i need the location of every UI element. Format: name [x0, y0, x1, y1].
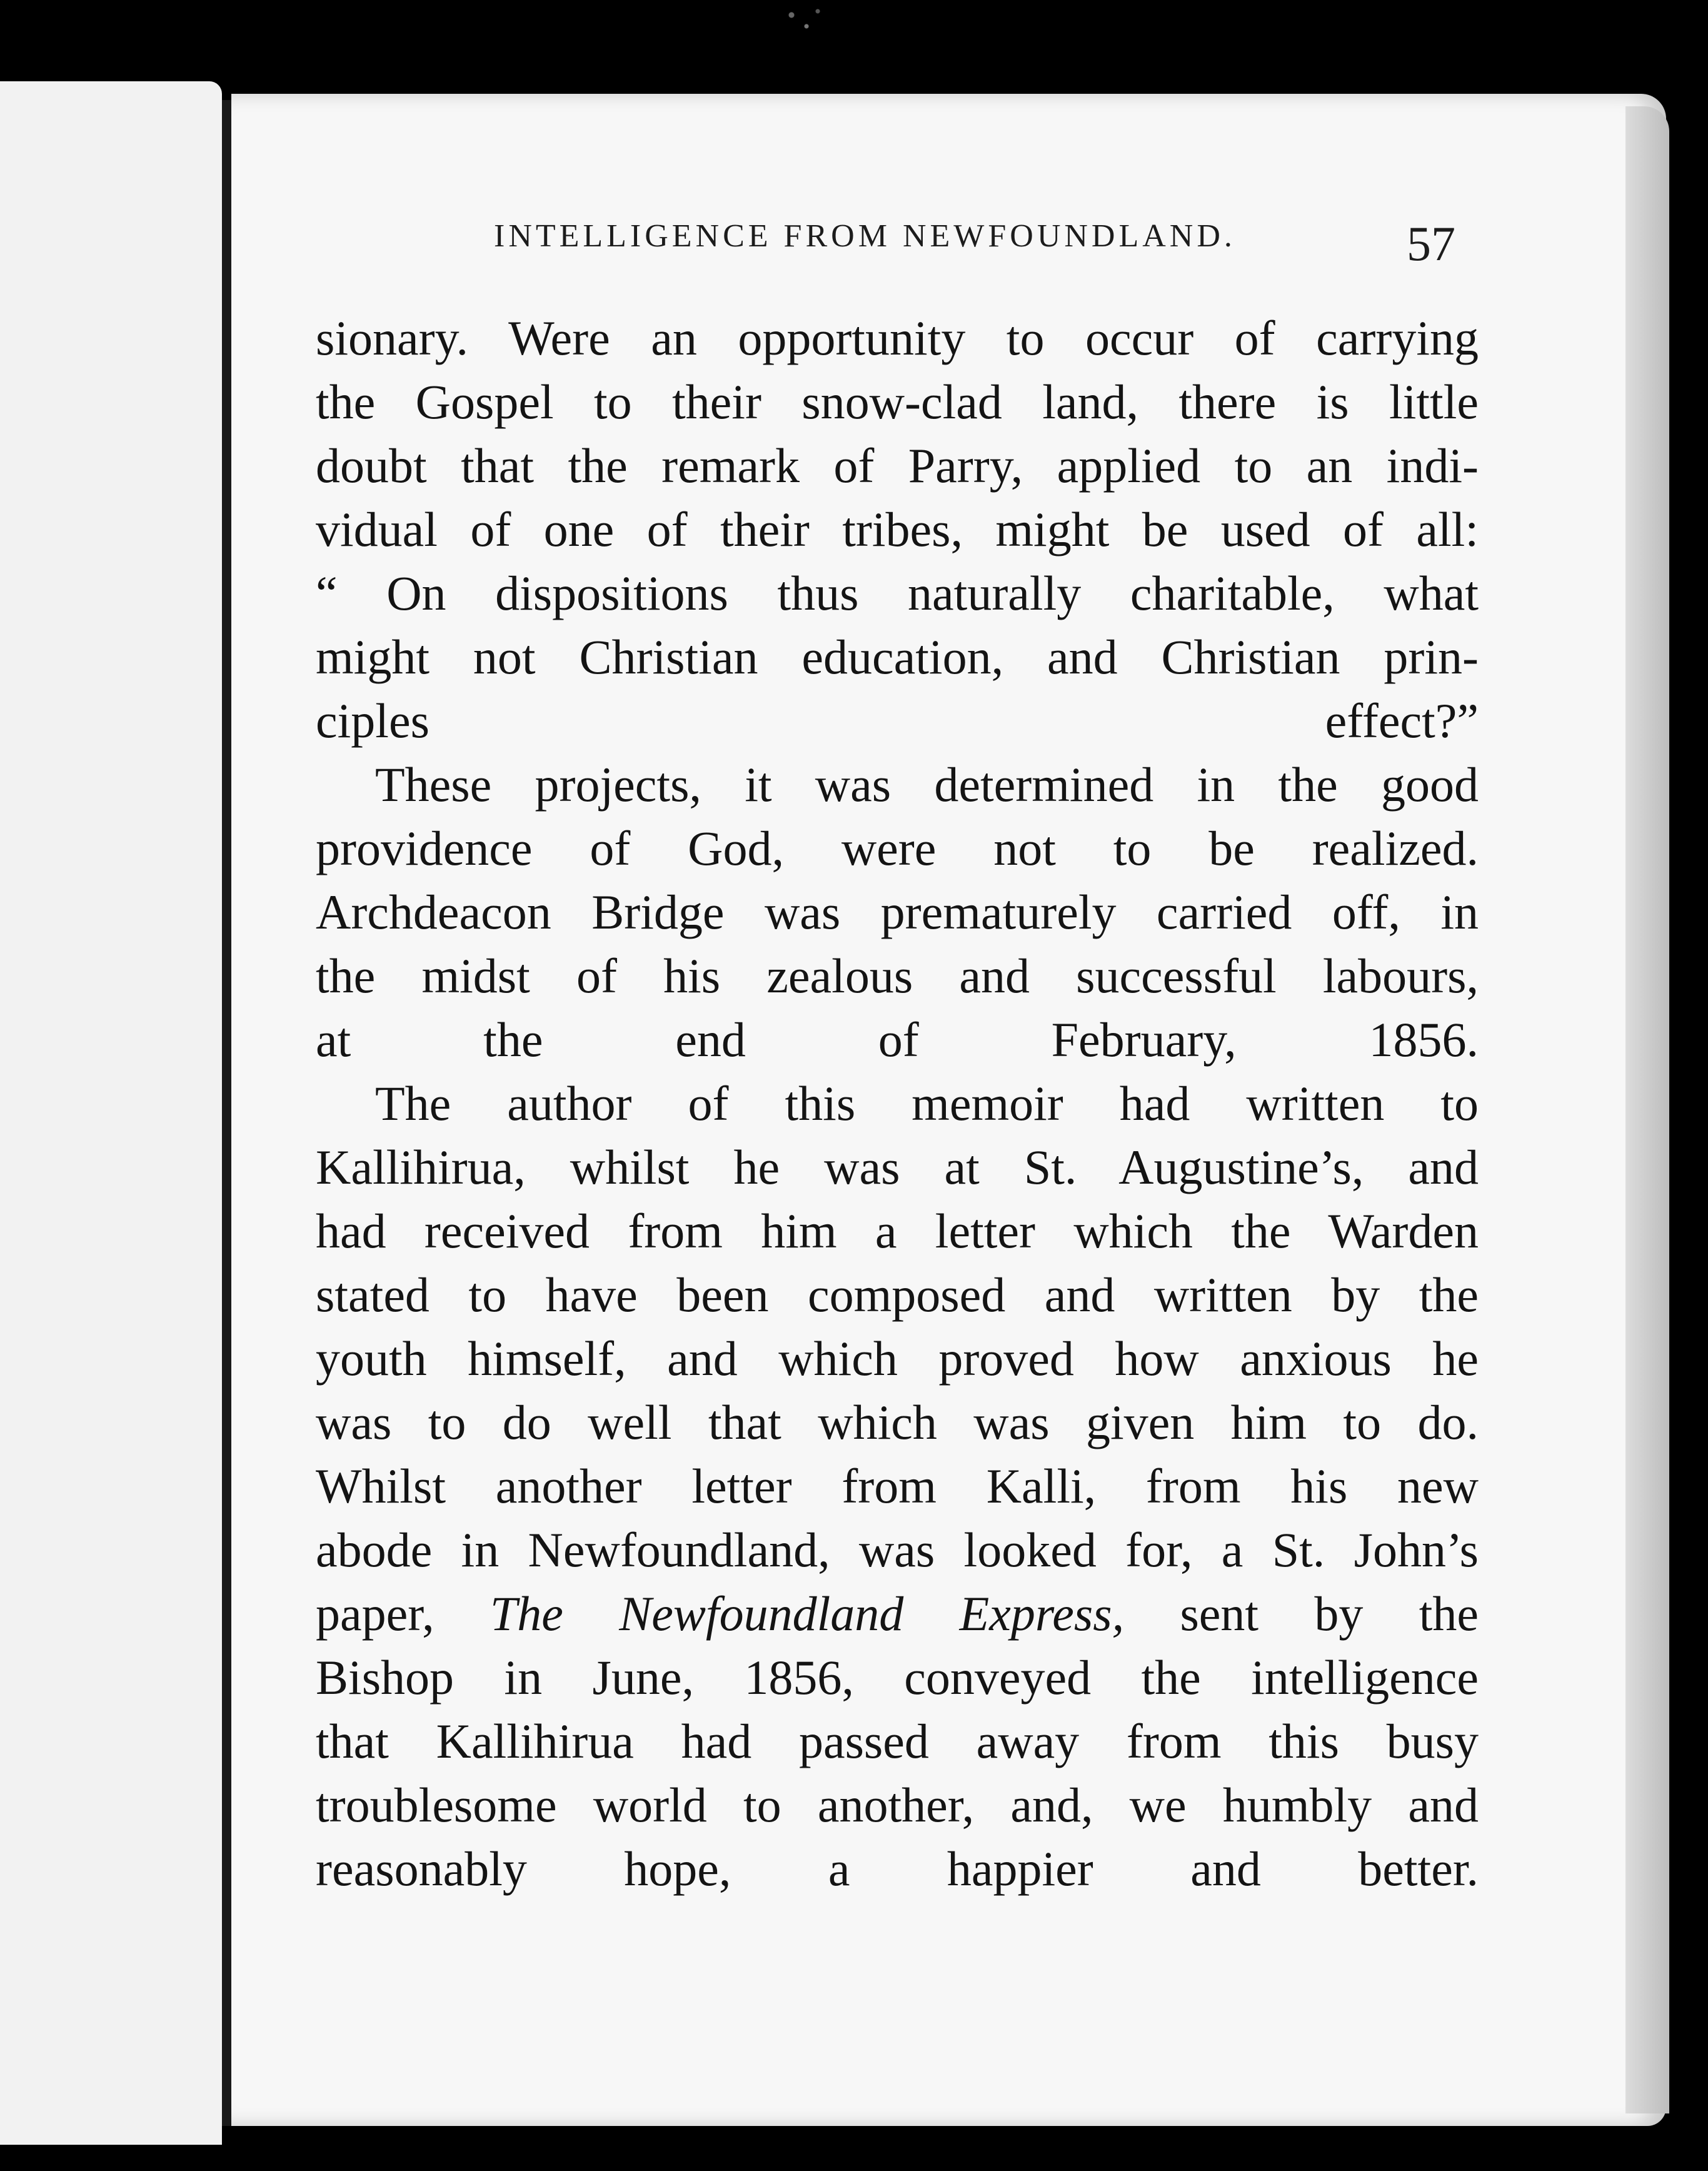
- text-line: Whilst another letter from Kalli, from his new: [316, 1459, 1479, 1513]
- paragraph-1: [316, 306, 1479, 753]
- text-line: stated to have been composed and written by the: [316, 1267, 1479, 1322]
- text-line: vidual of one of their tribes, might be used of all:: [316, 502, 1479, 557]
- facing-page: [0, 81, 222, 2145]
- running-head: INTELLIGENCE FROM NEWFOUNDLAND.: [494, 218, 1236, 254]
- text-line: had received from him a letter which the Warden: [316, 1204, 1479, 1258]
- newspaper-title: The Newfoundland Express,: [490, 1586, 1125, 1641]
- text-line: doubt that the remark of Parry, applied to an indi-: [316, 438, 1479, 493]
- text-line: Archdeacon Bridge was prematurely carried off, in: [316, 885, 1479, 939]
- text-line: “ On dispositions thus naturally charitable, what: [316, 566, 1479, 620]
- paragraph-2: [316, 753, 1479, 1072]
- text-line: youth himself, and which proved how anxious he: [316, 1331, 1479, 1386]
- text-line: ciples effect?”: [316, 693, 1479, 748]
- text-line: the Gospel to their snow-clad land, there is little: [316, 375, 1479, 429]
- scan-specks: [769, 0, 844, 38]
- text-line: abode in Newfoundland, was looked for, a St. John’s: [316, 1523, 1479, 1577]
- text-line: Bishop in June, 1856, conveyed the intelligence: [316, 1650, 1479, 1705]
- paragraph-3: [316, 1072, 1479, 1901]
- text-line: that Kallihirua had passed away from this busy: [316, 1714, 1479, 1768]
- text-line: the midst of his zealous and successful labours,: [316, 949, 1479, 1003]
- text-line: was to do well that which was given him to do.: [316, 1395, 1479, 1449]
- text-line: at the end of February, 1856.: [316, 1012, 1479, 1067]
- text-line: providence of God, were not to be realized.: [316, 821, 1479, 875]
- text-line: sionary. Were an opportunity to occur of carrying: [316, 311, 1479, 365]
- page-edge: [1625, 106, 1669, 2113]
- text-line: Kallihirua, whilst he was at St. Augustine’s, and: [316, 1140, 1479, 1194]
- text-line: reasonably hope, a happier and better.: [316, 1841, 1479, 1896]
- text-line: might not Christian education, and Christian prin-: [316, 630, 1479, 684]
- text-line: paper, The Newfoundland Express, sent by the: [316, 1586, 1479, 1641]
- text-line: troublesome world to another, and, we humbly and: [316, 1778, 1479, 1832]
- text-line: The author of this memoir had written to: [375, 1076, 1479, 1131]
- page-number: 57: [1407, 216, 1455, 271]
- body-text: [316, 306, 1479, 1901]
- text-line: These projects, it was determined in the good: [375, 757, 1479, 812]
